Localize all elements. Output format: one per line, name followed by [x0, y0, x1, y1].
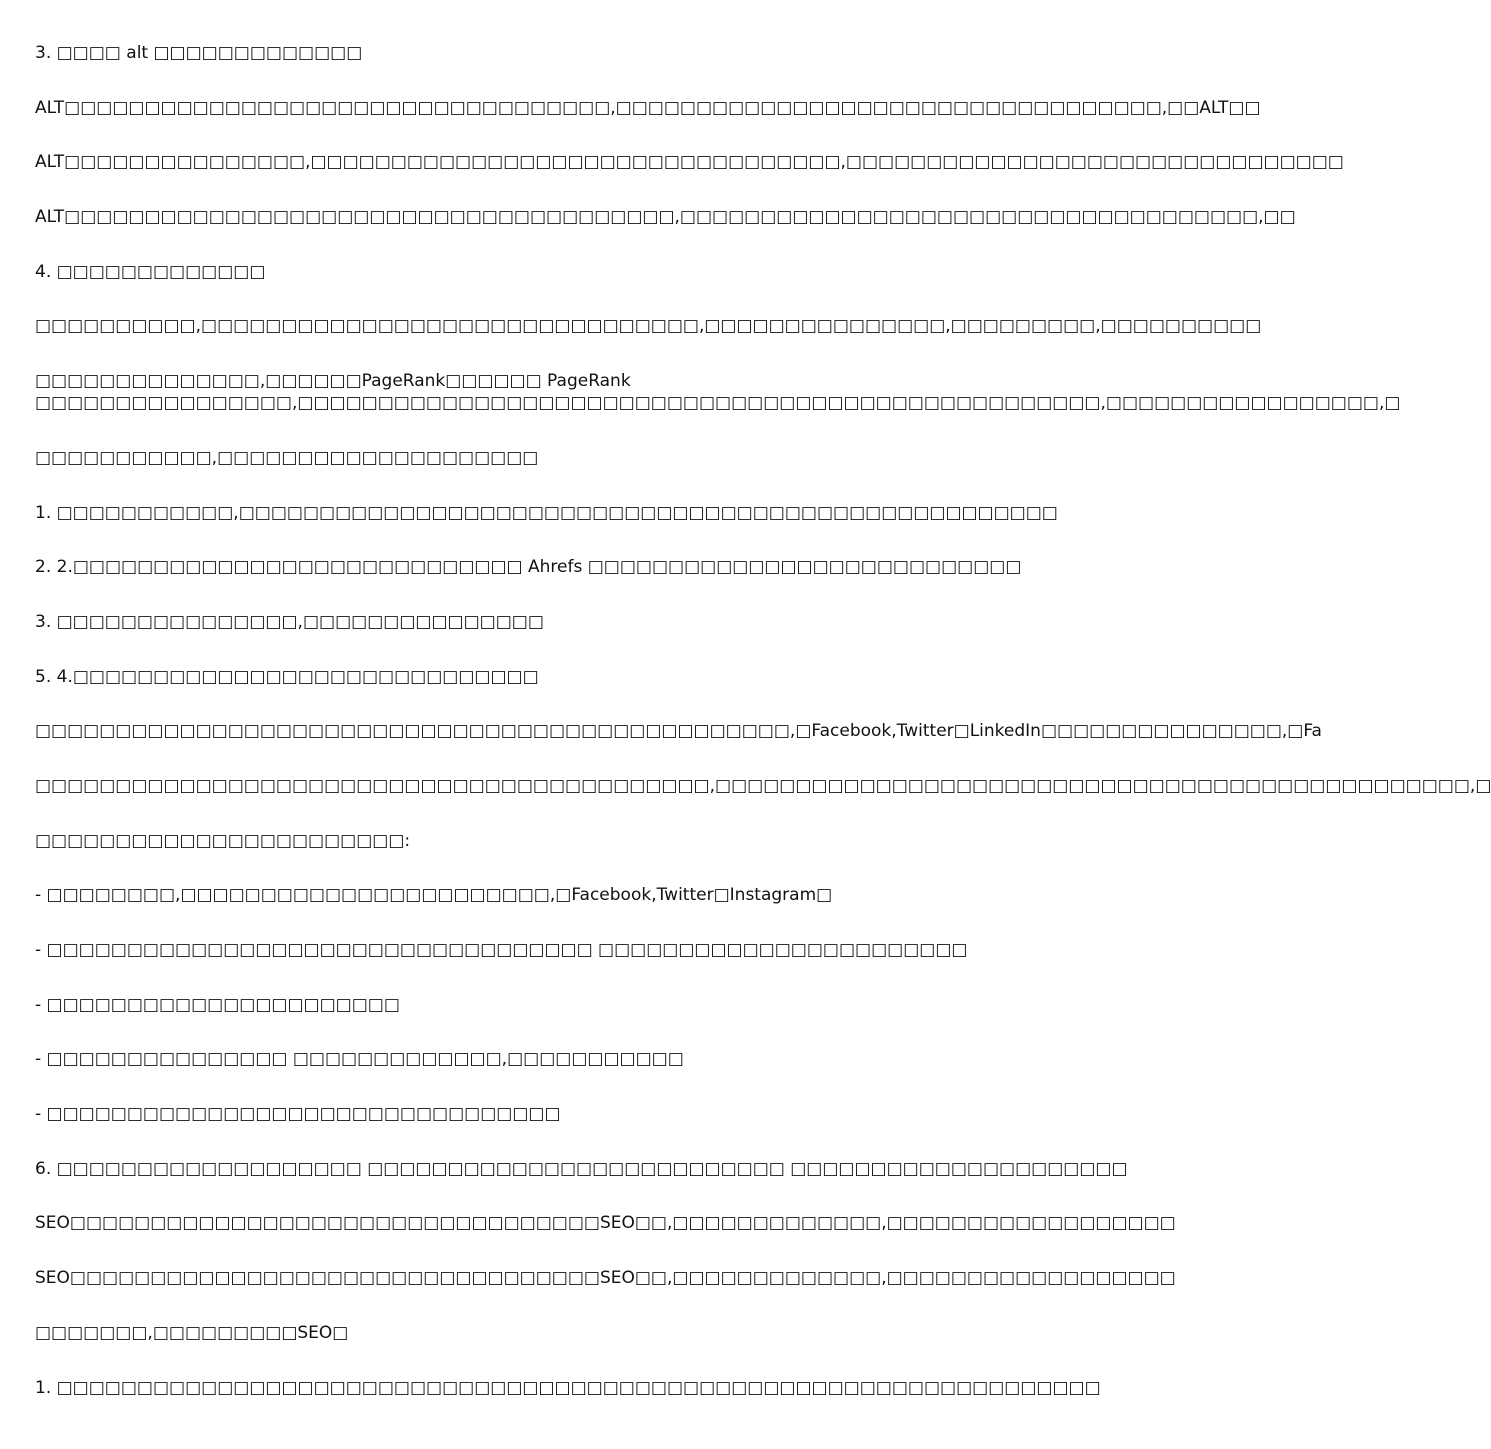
paragraph-line: 3. □□□□ alt □□□□□□□□□□□□□: [35, 43, 363, 63]
paragraph-line: □□□□□□□□□□□□□□,□□□□□□PageRank□□□□□□ PageRank: [35, 371, 631, 392]
paragraph-line: □□□□□□□□□□□□□□□□□□□□□□□□□□□□□□□□□□□□□□□□□□□□□□□,□Facebook,Twitter□LinkedIn□□□□□□□□□□□□□□□,□Fa: [35, 721, 1322, 742]
section-heading: 6. □□□□□□□□□□□□□□□□□□□ □□□□□□□□□□□□□□□□□□□□□□□□□□ □□□□□□□□□□□□□□□□□□□□□: [35, 1158, 1128, 1179]
list-item: 2. 2.□□□□□□□□□□□□□□□□□□□□□□□□□□□□ Ahrefs □□□□□□□□□□□□□□□□□□□□□□□□□□□: [35, 557, 1022, 578]
list-item: 1. □□□□□□□□□□□,□□□□□□□□□□□□□□□□□□□□□□□□□□□□□□□□□□□□□□□□□□□□□□□□□□□: [35, 502, 1058, 523]
paragraph-line: ALT□□□□□□□□□□□□□□□□□□□□□□□□□□□□□□□□□□□□□□,□□□□□□□□□□□□□□□□□□□□□□□□□□□□□□□□□□□□,□□: [35, 207, 1296, 228]
paragraph-line: ALT□□□□□□□□□□□□□□□,□□□□□□□□□□□□□□□□□□□□□□□□□□□□□□□□□,□□□□□□□□□□□□□□□□□□□□□□□□□□□□□□□: [35, 152, 1344, 173]
bullet-item: - □□□□□□□□,□□□□□□□□□□□□□□□□□□□□□□□,□Facebook,Twitter□Instagram□: [35, 885, 833, 906]
paragraph-line: □□□□□□□□□□,□□□□□□□□□□□□□□□□□□□□□□□□□□□□□□□,□□□□□□□□□□□□□□□,□□□□□□□□□,□□□□□□□□□□: [35, 316, 1262, 337]
paragraph-line: □□□□□□□,□□□□□□□□□SEO□: [35, 1322, 349, 1343]
section-heading: 5. 4.□□□□□□□□□□□□□□□□□□□□□□□□□□□□□: [35, 666, 539, 687]
bullet-item: - □□□□□□□□□□□□□□□□□□□□□□□□□□□□□□□□□□ □□□□□□□□□□□□□□□□□□□□□□□: [35, 940, 968, 960]
bullet-item: - □□□□□□□□□□□□□□□□□□□□□□□□□□□□□□□□: [35, 1104, 561, 1125]
pagerank-paragraph: [35, 370, 1401, 414]
paragraph-line: SEO□□□□□□□□□□□□□□□□□□□□□□□□□□□□□□□□□SEO□□,□□□□□□□□□□□□□,□□□□□□□□□□□□□□□□□□: [35, 1268, 1176, 1289]
list-item: 1. □□□□□□□□□□□□□□□□□□□□□□□□□□□□□□□□□□□□□□□□□□□□□□□□□□□□□□□□□□□□□□□□□: [35, 1377, 1101, 1398]
section-heading: 4. □□□□□□□□□□□□□: [35, 261, 266, 282]
paragraph-line: SEO□□□□□□□□□□□□□□□□□□□□□□□□□□□□□□□□□SEO□□,□□□□□□□□□□□□□,□□□□□□□□□□□□□□□□□□: [35, 1213, 1176, 1234]
bullet-item: - □□□□□□□□□□□□□□□ □□□□□□□□□□□□□,□□□□□□□□□□□: [35, 1049, 684, 1070]
list-item: 3. □□□□□□□□□□□□□□□,□□□□□□□□□□□□□□□: [35, 611, 544, 632]
paragraph-line: ALT□□□□□□□□□□□□□□□□□□□□□□□□□□□□□□□□□□,□□□□□□□□□□□□□□□□□□□□□□□□□□□□□□□□□□,□□ALT□□: [35, 97, 1261, 118]
paragraph-line: □□□□□□□□□□□□□□□□□□□□□□□:: [35, 830, 411, 851]
paragraph-line: □□□□□□□□□□□□□□□□□□□□□□□□□□□□□□□□□□□□□□□□□□,□□□□□□□□□□□□□□□□□□□□□□□□□□□□□□□□□□□□□□□□□□□□□□□,□: [35, 775, 1491, 796]
paragraph-line: □□□□□□□□□□□□□□□□,□□□□□□□□□□□□□□□□□□□□□□□□□□□□□□□□□□□□□□□□□□□□□□□□□□,□□□□□□□□□□□□□□□□□,□: [35, 393, 1401, 414]
paragraph-line: □□□□□□□□□□□,□□□□□□□□□□□□□□□□□□□□: [35, 447, 539, 468]
document-body: [35, 42, 1491, 1431]
bullet-item: - □□□□□□□□□□□□□□□□□□□□□□: [35, 994, 400, 1015]
